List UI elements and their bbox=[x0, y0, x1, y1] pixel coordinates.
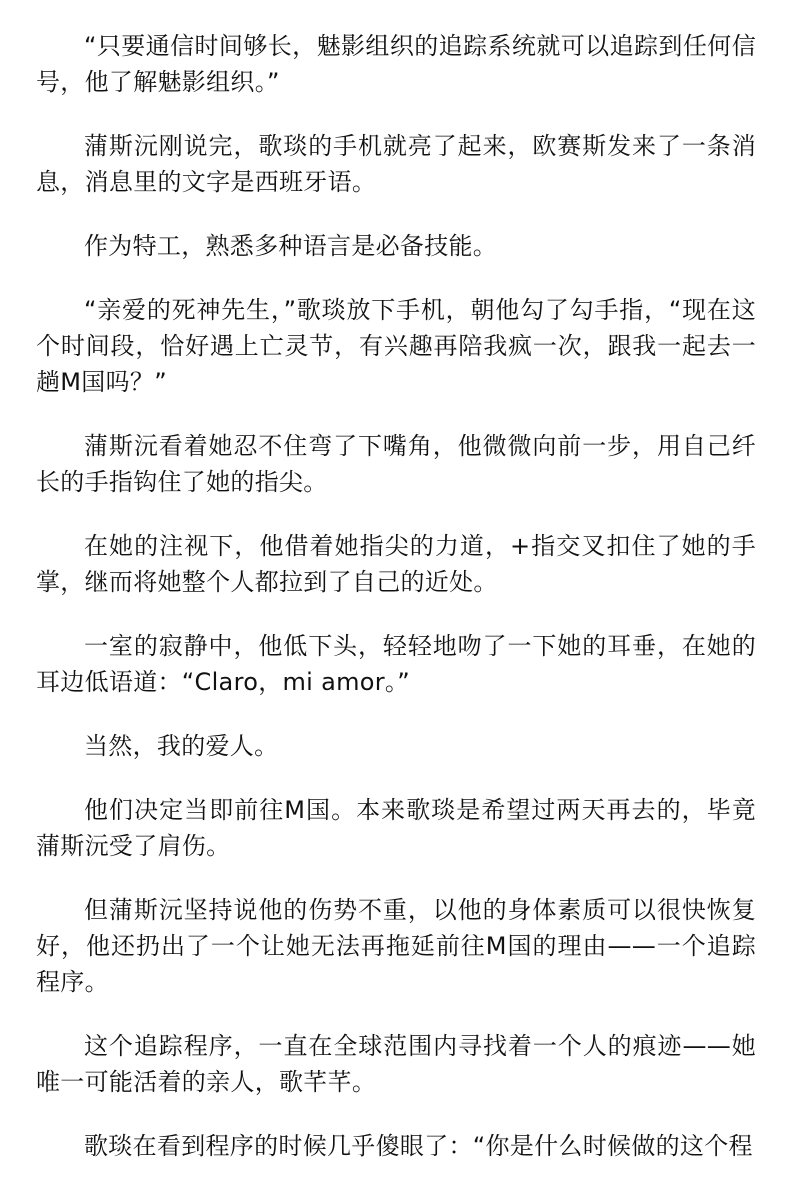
paragraph-8: 当然，我的爱人。 bbox=[84, 732, 279, 760]
paragraph-12: 歌琰在看到程序的时候几乎傻眼了：“你是什么时候做的这个程 bbox=[84, 1132, 753, 1160]
paragraph-11: 这个追踪程序，一直在全球范围内寻找着一个人的痕迹——她唯一可能活着的亲人，歌芊芊。 bbox=[36, 1032, 756, 1096]
paragraph-2: 蒲斯沅刚说完，歌琰的手机就亮了起来，欧赛斯发来了一条消息，消息里的文字是西班牙语。 bbox=[36, 132, 756, 196]
paragraph-6: 在她的注视下，他借着她指尖的力道，+指交叉扣住了她的手掌，继而将她整个人都拉到了自己的近处。 bbox=[36, 532, 756, 596]
paragraph-5: 蒲斯沅看着她忍不住弯了下嘴角，他微微向前一步，用自己纤长的手指钩住了她的指尖。 bbox=[36, 432, 756, 496]
paragraph-3: 作为特工，熟悉多种语言是必备技能。 bbox=[84, 232, 498, 260]
paragraph-9: 他们决定当即前往M国。本来歌琰是希望过两天再去的，毕竟蒲斯沅受了肩伤。 bbox=[36, 796, 756, 860]
paragraph-10: 但蒲斯沅坚持说他的伤势不重，以他的身体素质可以很快恢复好，他还扔出了一个让她无法再拖延前往M国的理由——一个追踪程序。 bbox=[36, 896, 756, 996]
paragraph-7: 一室的寂静中，他低下头，轻轻地吻了一下她的耳垂，在她的耳边低语道：“Claro，mi amor。” bbox=[36, 632, 756, 696]
paragraph-1: “只要通信时间够长，魅影组织的追踪系统就可以追踪到任何信号，他了解魅影组织。” bbox=[36, 32, 756, 96]
paragraph-4: “亲爱的死神先生，”歌琰放下手机，朝他勾了勾手指，“现在这个时间段，恰好遇上亡灵节，有兴趣再陪我疯一次，跟我一起去一趟M国吗？” bbox=[36, 296, 756, 396]
